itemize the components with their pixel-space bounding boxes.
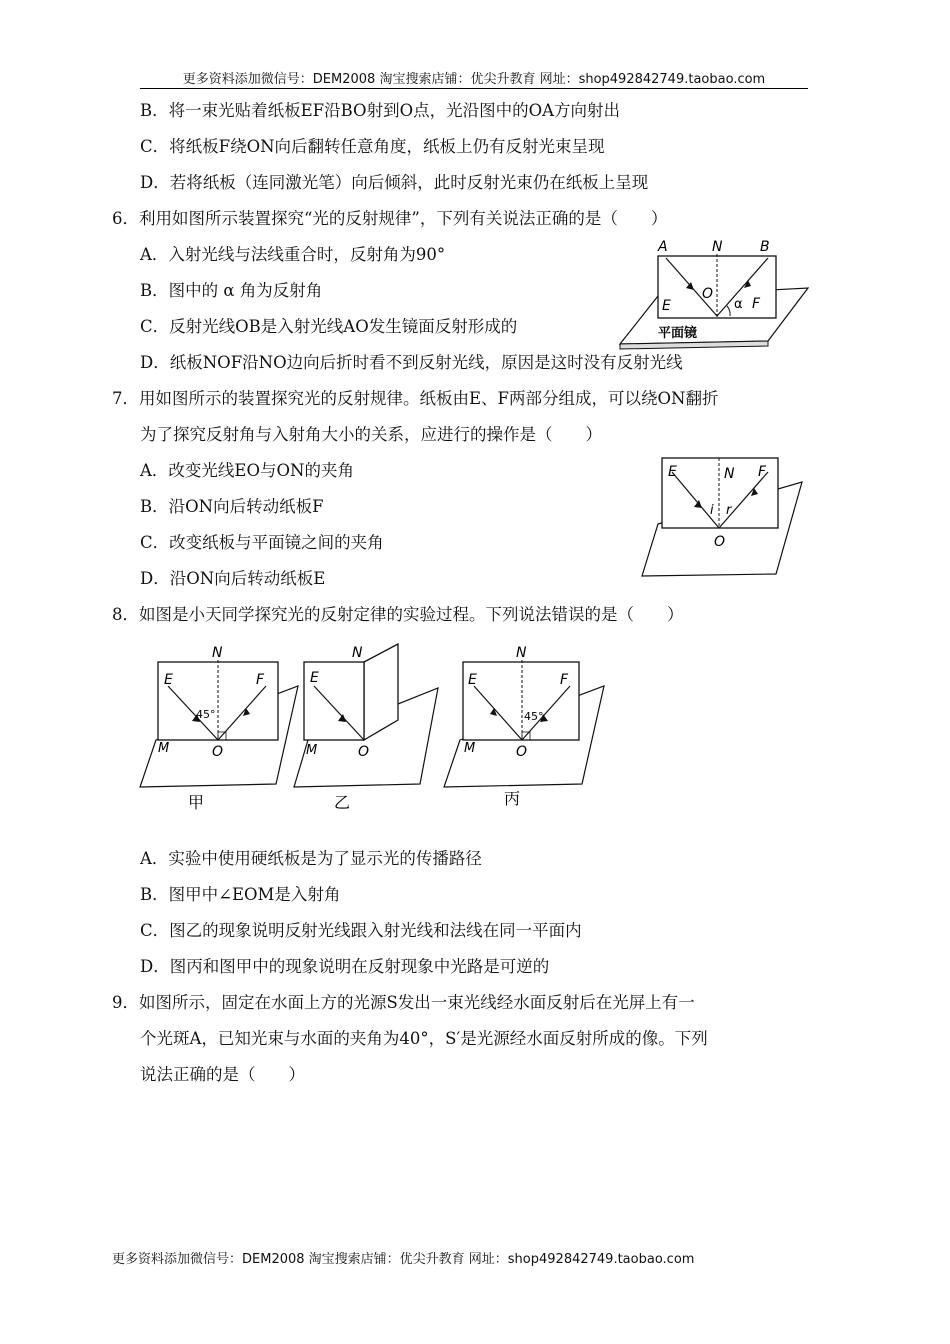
q7-label-i: i [710, 503, 714, 518]
q8-caption-jia: 甲 [188, 793, 205, 812]
q6-label-b: B [760, 239, 770, 255]
q8-bing-label-f: F [560, 672, 569, 688]
q8-yi-label-m: M [306, 743, 318, 758]
q6-stem: 6．利用如图所示装置探究“光的反射规律”，下列有关说法正确的是（ ） [112, 209, 668, 228]
q6-label-o: O [702, 286, 714, 302]
q8-jia-label-o: O [212, 744, 224, 760]
q8-stem: 8．如图是小天同学探究光的反射定律的实验过程。下列说法错误的是（ ） [112, 605, 684, 624]
q7-option-d: D．沿ON向后转动纸板E [140, 569, 326, 588]
page-footer: 更多资料添加微信号：DEM2008 淘宝搜索店铺：优尖升教育 网址：shop492842749.taobao.com [112, 1252, 695, 1267]
q7-option-a: A．改变光线EO与ON的夹角 [140, 461, 354, 480]
q8-caption-yi: 乙 [334, 793, 351, 812]
page-header: 更多资料添加微信号：DEM2008 淘宝搜索店铺：优尖升教育 网址：shop492842749.taobao.com [182, 72, 766, 87]
q8-jia-label-e: E [164, 672, 173, 688]
q8-yi-label-o: O [358, 744, 370, 760]
header-rule [140, 88, 808, 89]
q7-label-o: O [714, 534, 726, 550]
q8-panel-yi [294, 644, 438, 812]
q7-stem-line1: 7．用如图所示的装置探究光的反射规律。纸板由E、F两部分组成，可以绕ON翻折 [112, 389, 719, 408]
q9-stem-line3: 说法正确的是（ ） [140, 1065, 305, 1084]
q6-option-b: B．图中的 α 角为反射角 [140, 281, 323, 300]
q7-option-b: B．沿ON向后转动纸板F [140, 497, 324, 516]
q8-panel-bing [444, 645, 604, 808]
q8-bing-label-angle: 45° [524, 710, 544, 723]
q7-label-e: E [668, 464, 677, 480]
q9-stem-line1: 9．如图所示，固定在水面上方的光源S发出一束光线经水面反射后在光屏上有一 [112, 993, 695, 1012]
q8-yi-label-n: N [352, 645, 363, 661]
q6-label-f: F [752, 296, 761, 312]
q7-label-r: r [726, 503, 732, 518]
q8-panel-jia [140, 645, 298, 812]
q8-jia-label-m: M [158, 741, 170, 756]
q8-option-b: B．图甲中∠EOM是入射角 [140, 885, 341, 904]
q8-caption-bing: 丙 [504, 789, 521, 808]
q8-bing-label-m: M [464, 741, 476, 756]
q6-label-e: E [662, 298, 671, 314]
q6-label-mirror: 平面镜 [658, 326, 698, 341]
q7-figure [640, 454, 808, 582]
q8-bing-label-e: E [468, 672, 477, 688]
q7-option-c: C．改变纸板与平面镜之间的夹角 [140, 533, 384, 552]
q6-option-d: D．纸板NOF沿NO边向后折时看不到反射光线，原因是这时没有反射光线 [140, 353, 683, 372]
q6-label-a: A [658, 239, 668, 255]
q8-yi-label-e: E [310, 670, 319, 686]
q6-option-a: A．入射光线与法线重合时，反射角为90° [140, 245, 446, 264]
q6-option-c: C．反射光线OB是入射光线AO发生镜面反射形成的 [140, 317, 518, 336]
q5-option-d: D．若将纸板（连同激光笔）向后倾斜，此时反射光束仍在纸板上呈现 [140, 173, 649, 192]
q7-label-f: F [758, 464, 767, 480]
q8-bing-label-n: N [516, 645, 527, 661]
q8-jia-label-f: F [256, 672, 265, 688]
q5-option-b: B．将一束光贴着纸板EF沿BO射到O点，光沿图中的OA方向射出 [140, 101, 621, 120]
q6-label-n: N [712, 239, 723, 255]
q7-stem-line2: 为了探究反射角与入射角大小的关系，应进行的操作是（ ） [140, 425, 602, 444]
q8-option-d: D．图丙和图甲中的现象说明在反射现象中光路是可逆的 [140, 957, 550, 976]
q7-label-n: N [724, 466, 735, 482]
q8-option-a: A．实验中使用硬纸板是为了显示光的传播路径 [140, 849, 482, 868]
q8-jia-label-angle: 45° [196, 708, 216, 721]
q8-jia-label-n: N [212, 645, 223, 661]
q6-label-alpha: α [734, 297, 743, 312]
q8-bing-label-o: O [516, 744, 528, 760]
q8-figure [138, 642, 608, 818]
q5-option-c: C．将纸板F绕ON向后翻转任意角度，纸板上仍有反射光束呈现 [140, 137, 605, 156]
q9-stem-line2: 个光斑A，已知光束与水面的夹角为40°，S′是光源经水面反射所成的像。下列 [140, 1029, 708, 1048]
q8-option-c: C．图乙的现象说明反射光线跟入射光线和法线在同一平面内 [140, 921, 582, 940]
